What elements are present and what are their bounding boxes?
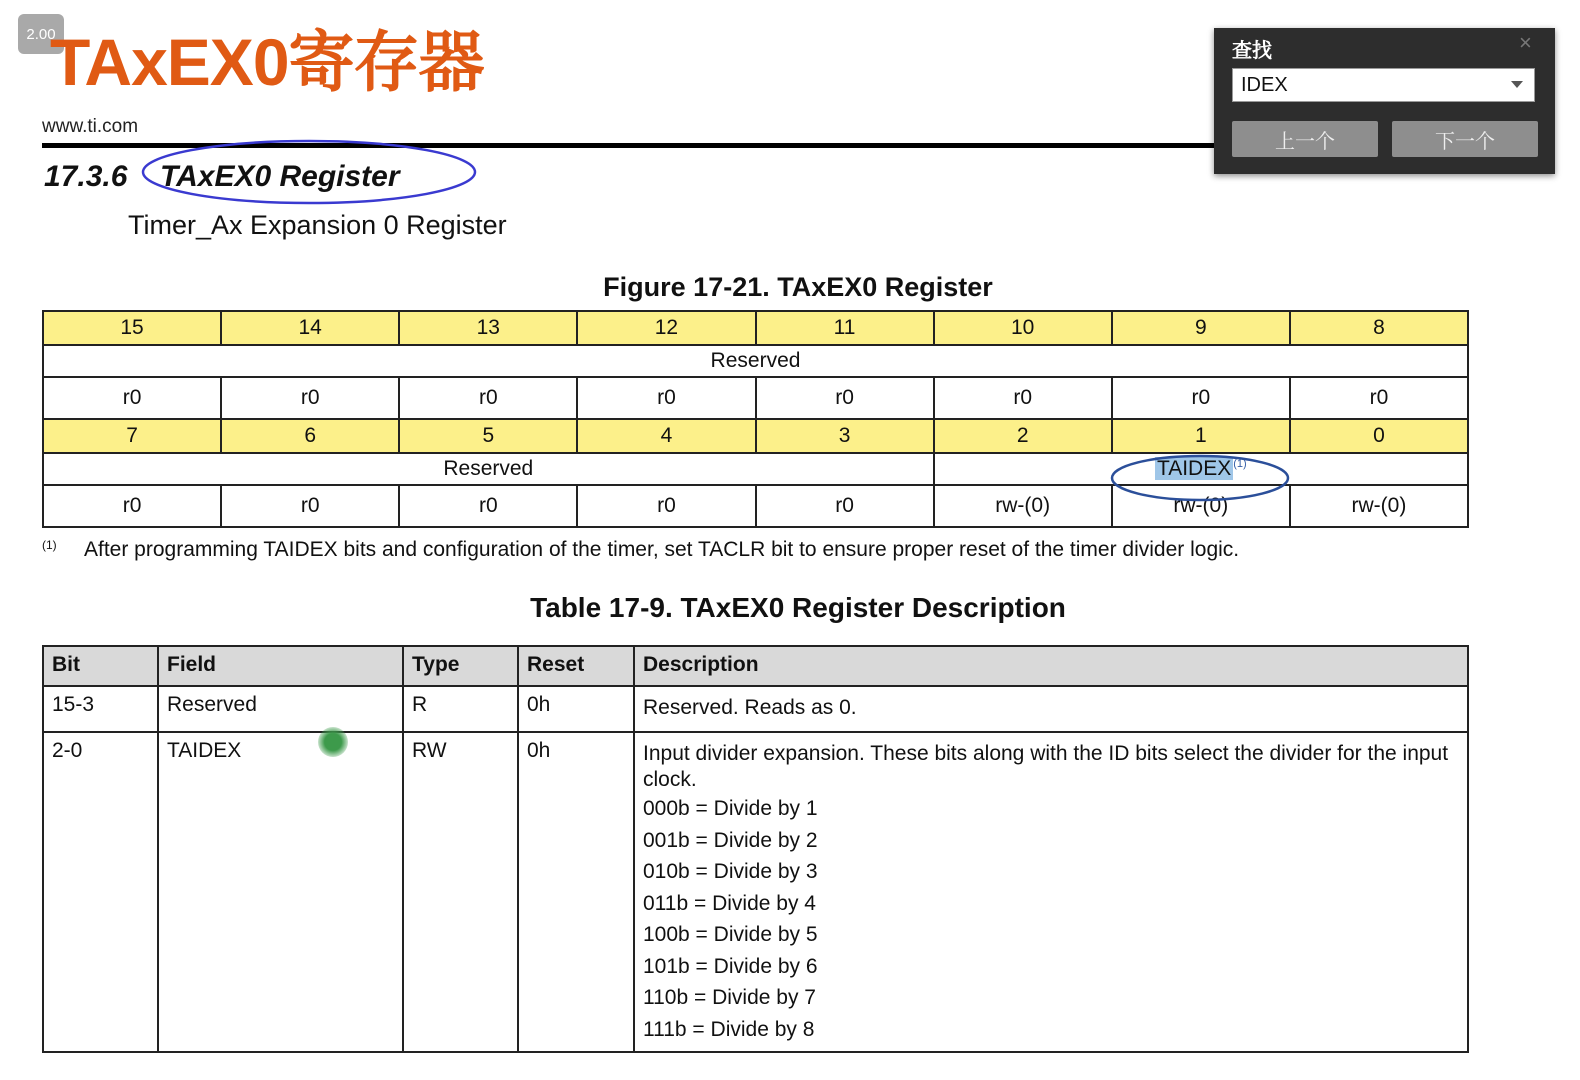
access-type: r0 (756, 485, 934, 527)
type-cell: RW (403, 732, 518, 1052)
bit-number: 10 (934, 311, 1112, 345)
close-icon[interactable]: × (1519, 30, 1532, 55)
access-type: r0 (756, 377, 934, 419)
bit-number: 14 (221, 311, 399, 345)
section-name: TAxEX0 Register (160, 160, 400, 193)
bit-number: 1 (1112, 419, 1290, 453)
encoding-line: 101b = Divide by 6 (643, 954, 818, 978)
chevron-down-icon[interactable] (1511, 81, 1523, 88)
table-row (43, 732, 1468, 1052)
bit-number: 0 (1290, 419, 1468, 453)
table-header-row (43, 646, 1468, 686)
description-cell (634, 732, 1468, 1052)
description-text: Input divider expansion. These bits along with the ID bits select the divider for the input clock. (643, 742, 1449, 791)
footnote-mark: (1) (42, 538, 57, 552)
access-type: r0 (577, 377, 755, 419)
encoding-line: 100b = Divide by 5 (643, 923, 818, 946)
encoding-line: 011b = Divide by 4 (643, 891, 816, 915)
bit-number: 9 (1112, 311, 1290, 345)
access-type: r0 (399, 377, 577, 419)
column-header: Description (634, 646, 1468, 686)
find-dialog-title: 查找 (1232, 40, 1272, 62)
register-description-table (42, 645, 1469, 1053)
table-row (43, 686, 1468, 732)
access-type: rw-(0) (1290, 485, 1468, 527)
column-header: Reset (518, 646, 634, 686)
column-header: Field (158, 646, 403, 686)
lower-bit-numbers-row (43, 419, 1468, 453)
bit-cell: 15-3 (43, 686, 158, 732)
taidex-circle-annotation (1108, 452, 1292, 504)
access-type: rw-(0) (1112, 485, 1290, 527)
section-number: 17.3.6 (44, 160, 128, 193)
column-header: Type (403, 646, 518, 686)
reset-cell: 0h (518, 732, 634, 1052)
access-type: rw-(0) (934, 485, 1112, 527)
find-next-button[interactable]: 下一个 (1392, 121, 1538, 157)
access-type: r0 (1290, 377, 1468, 419)
bit-cell: 2-0 (43, 732, 158, 1052)
find-previous-button[interactable]: 上一个 (1232, 121, 1378, 157)
bit-number: 6 (221, 419, 399, 453)
access-type: r0 (399, 485, 577, 527)
encoding-line: 111b = Divide by 8 (643, 1017, 815, 1041)
find-dialog[interactable] (1214, 28, 1555, 174)
upper-bit-numbers-row (43, 311, 1468, 345)
column-header: Bit (43, 646, 158, 686)
bit-number: 12 (577, 311, 755, 345)
section-circle-annotation (140, 138, 480, 206)
bit-number: 15 (43, 311, 221, 345)
footnote-ref: (1) (1233, 458, 1247, 470)
access-type: r0 (934, 377, 1112, 419)
field-cell: Reserved (158, 686, 403, 732)
speed-badge: 2.00 (18, 14, 64, 54)
upper-access-row (43, 377, 1468, 419)
taidex-highlight: TAIDEX (1156, 457, 1232, 480)
encoding-line: 000b = Divide by 1 (643, 797, 818, 820)
access-type: r0 (43, 377, 221, 419)
bit-number: 5 (399, 419, 577, 453)
access-type: r0 (577, 485, 755, 527)
bit-number: 4 (577, 419, 755, 453)
upper-field-row (43, 345, 1468, 377)
bit-number: 7 (43, 419, 221, 453)
bit-number: 2 (934, 419, 1112, 453)
description-cell: Reserved. Reads as 0. (634, 686, 1468, 732)
slide-title: TAxEX0寄存器 (50, 25, 484, 99)
footnote-text: After programming TAIDEX bits and configuration of the timer, set TACLR bit to ensure proper reset of the timer divider logic. (84, 538, 1240, 561)
field-name: Reserved (43, 345, 1468, 377)
find-input[interactable] (1232, 68, 1535, 102)
reset-cell: 0h (518, 686, 634, 732)
field-name: Reserved (43, 453, 934, 485)
figure-title: Figure 17-21. TAxEX0 Register (603, 272, 993, 302)
page-url: www.ti.com (42, 116, 139, 137)
access-type: r0 (1112, 377, 1290, 419)
access-type: r0 (221, 377, 399, 419)
type-cell: R (403, 686, 518, 732)
encoding-line: 110b = Divide by 7 (643, 986, 816, 1009)
encoding-line: 001b = Divide by 2 (643, 828, 818, 852)
section-subtitle: Timer_Ax Expansion 0 Register (128, 210, 507, 240)
access-type: r0 (43, 485, 221, 527)
bit-number: 13 (399, 311, 577, 345)
access-type: r0 (221, 485, 399, 527)
bit-number: 3 (756, 419, 934, 453)
bit-number: 11 (756, 311, 934, 345)
bit-number: 8 (1290, 311, 1468, 345)
table-title: Table 17-9. TAxEX0 Register Description (530, 592, 1066, 623)
pointer-cursor-icon (318, 727, 348, 757)
field-cell: TAIDEX (158, 732, 403, 1052)
encoding-line: 010b = Divide by 3 (643, 860, 818, 883)
